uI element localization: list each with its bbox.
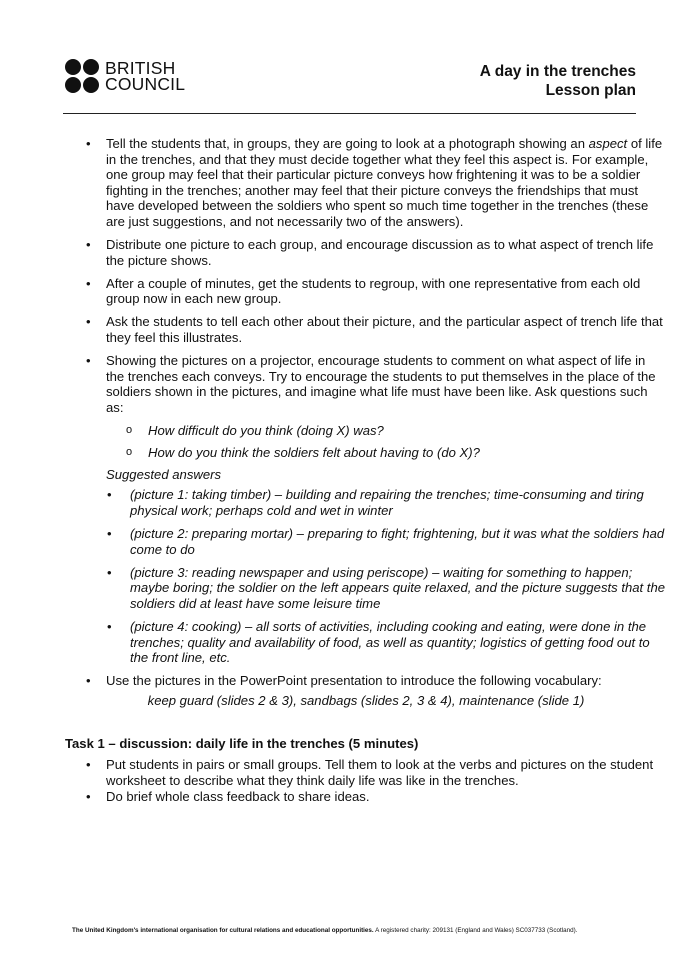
bullet-item: • Showing the pictures on a projector, encourage students to comment on what aspect of life in the trenches each conveys. Try to encourage the students to put themselves in the place of the soldiers shown in the pictures, and imagine what life must have been like. Ask questions such as: (86, 353, 666, 415)
bullet-item: • After a couple of minutes, get the students to regroup, with one representative from each old group now in each new group. (86, 276, 666, 307)
british-council-logo (65, 59, 185, 93)
suggested-answer: • (picture 1: taking timber) – building and repairing the trenches; time-consuming and tiring physical work; perhaps cold and wet in winter (86, 487, 666, 518)
document-title: A day in the trenches (479, 63, 636, 80)
bullet-item: • Ask the students to tell each other about their picture, and the particular aspect of trench life that they feel this illustrates. (86, 314, 666, 345)
logo-dots-icon (65, 59, 99, 93)
task1-list (86, 757, 666, 806)
document-subtitle: Lesson plan (545, 82, 636, 99)
suggested-answer: • (picture 4: cooking) – all sorts of activities, including cooking and eating, were done in the trenches; quality and availability of food, as well as quantity; logistics of getting food out to the front line, etc. (86, 619, 666, 666)
document-title-block (480, 62, 636, 100)
bullet-item: • Tell the students that, in groups, they are going to look at a photograph showing an aspect of life in the trenches, and that they must decide together what they feel this aspect is. For example, one group may feel that their particular picture conveys how frightening it was to be a soldier fighting in the trenches; another may feel that their picture conveys the friendships that must have developed between the soldiers who spent so much time together in the trenches (these are just suggestions, and not necessarily two of the answers). (86, 136, 666, 230)
footer-charity-note: The United Kingdom's international organisation for cultural relations and educational opportunities. A registered charity: 209131 (England and Wales) SC037733 (Scotland). (72, 927, 578, 934)
logo-wordmark: BRITISH COUNCIL (105, 58, 186, 94)
vocabulary-list: keep guard (slides 2 & 3), sandbags (slides 2, 3 & 4), maintenance (slide 1) (147, 692, 585, 708)
task1-heading: Task 1 – discussion: daily life in the trenches (5 minutes) (65, 736, 419, 751)
header-divider (63, 113, 636, 114)
lesson-body (86, 136, 666, 708)
suggested-answer: • (picture 2: preparing mortar) – preparing to fight; frightening, but it was what the soldiers had come to do (86, 526, 666, 557)
task-item: • Do brief whole class feedback to share ideas. (86, 789, 666, 805)
suggested-answer: • (picture 3: reading newspaper and using periscope) – waiting for something to happen; maybe boring; the soldier on the left appears quite relaxed, and the picture suggests that the soldiers did at least have some leisure time (86, 565, 666, 612)
bullet-item: • Distribute one picture to each group, and encourage discussion as to what aspect of trench life the picture shows. (86, 237, 666, 268)
suggested-answers-heading: Suggested answers (106, 466, 222, 482)
bullet-item: • Use the pictures in the PowerPoint presentation to introduce the following vocabulary: (86, 673, 666, 689)
task-item: • Put students in pairs or small groups. Tell them to look at the verbs and pictures on the student worksheet to describe what they think daily life was like in the trenches. (86, 757, 666, 788)
question-item: o How difficult do you think (doing X) was? (86, 423, 666, 439)
question-item: o How do you think the soldiers felt about having to (do X)? (86, 445, 666, 461)
